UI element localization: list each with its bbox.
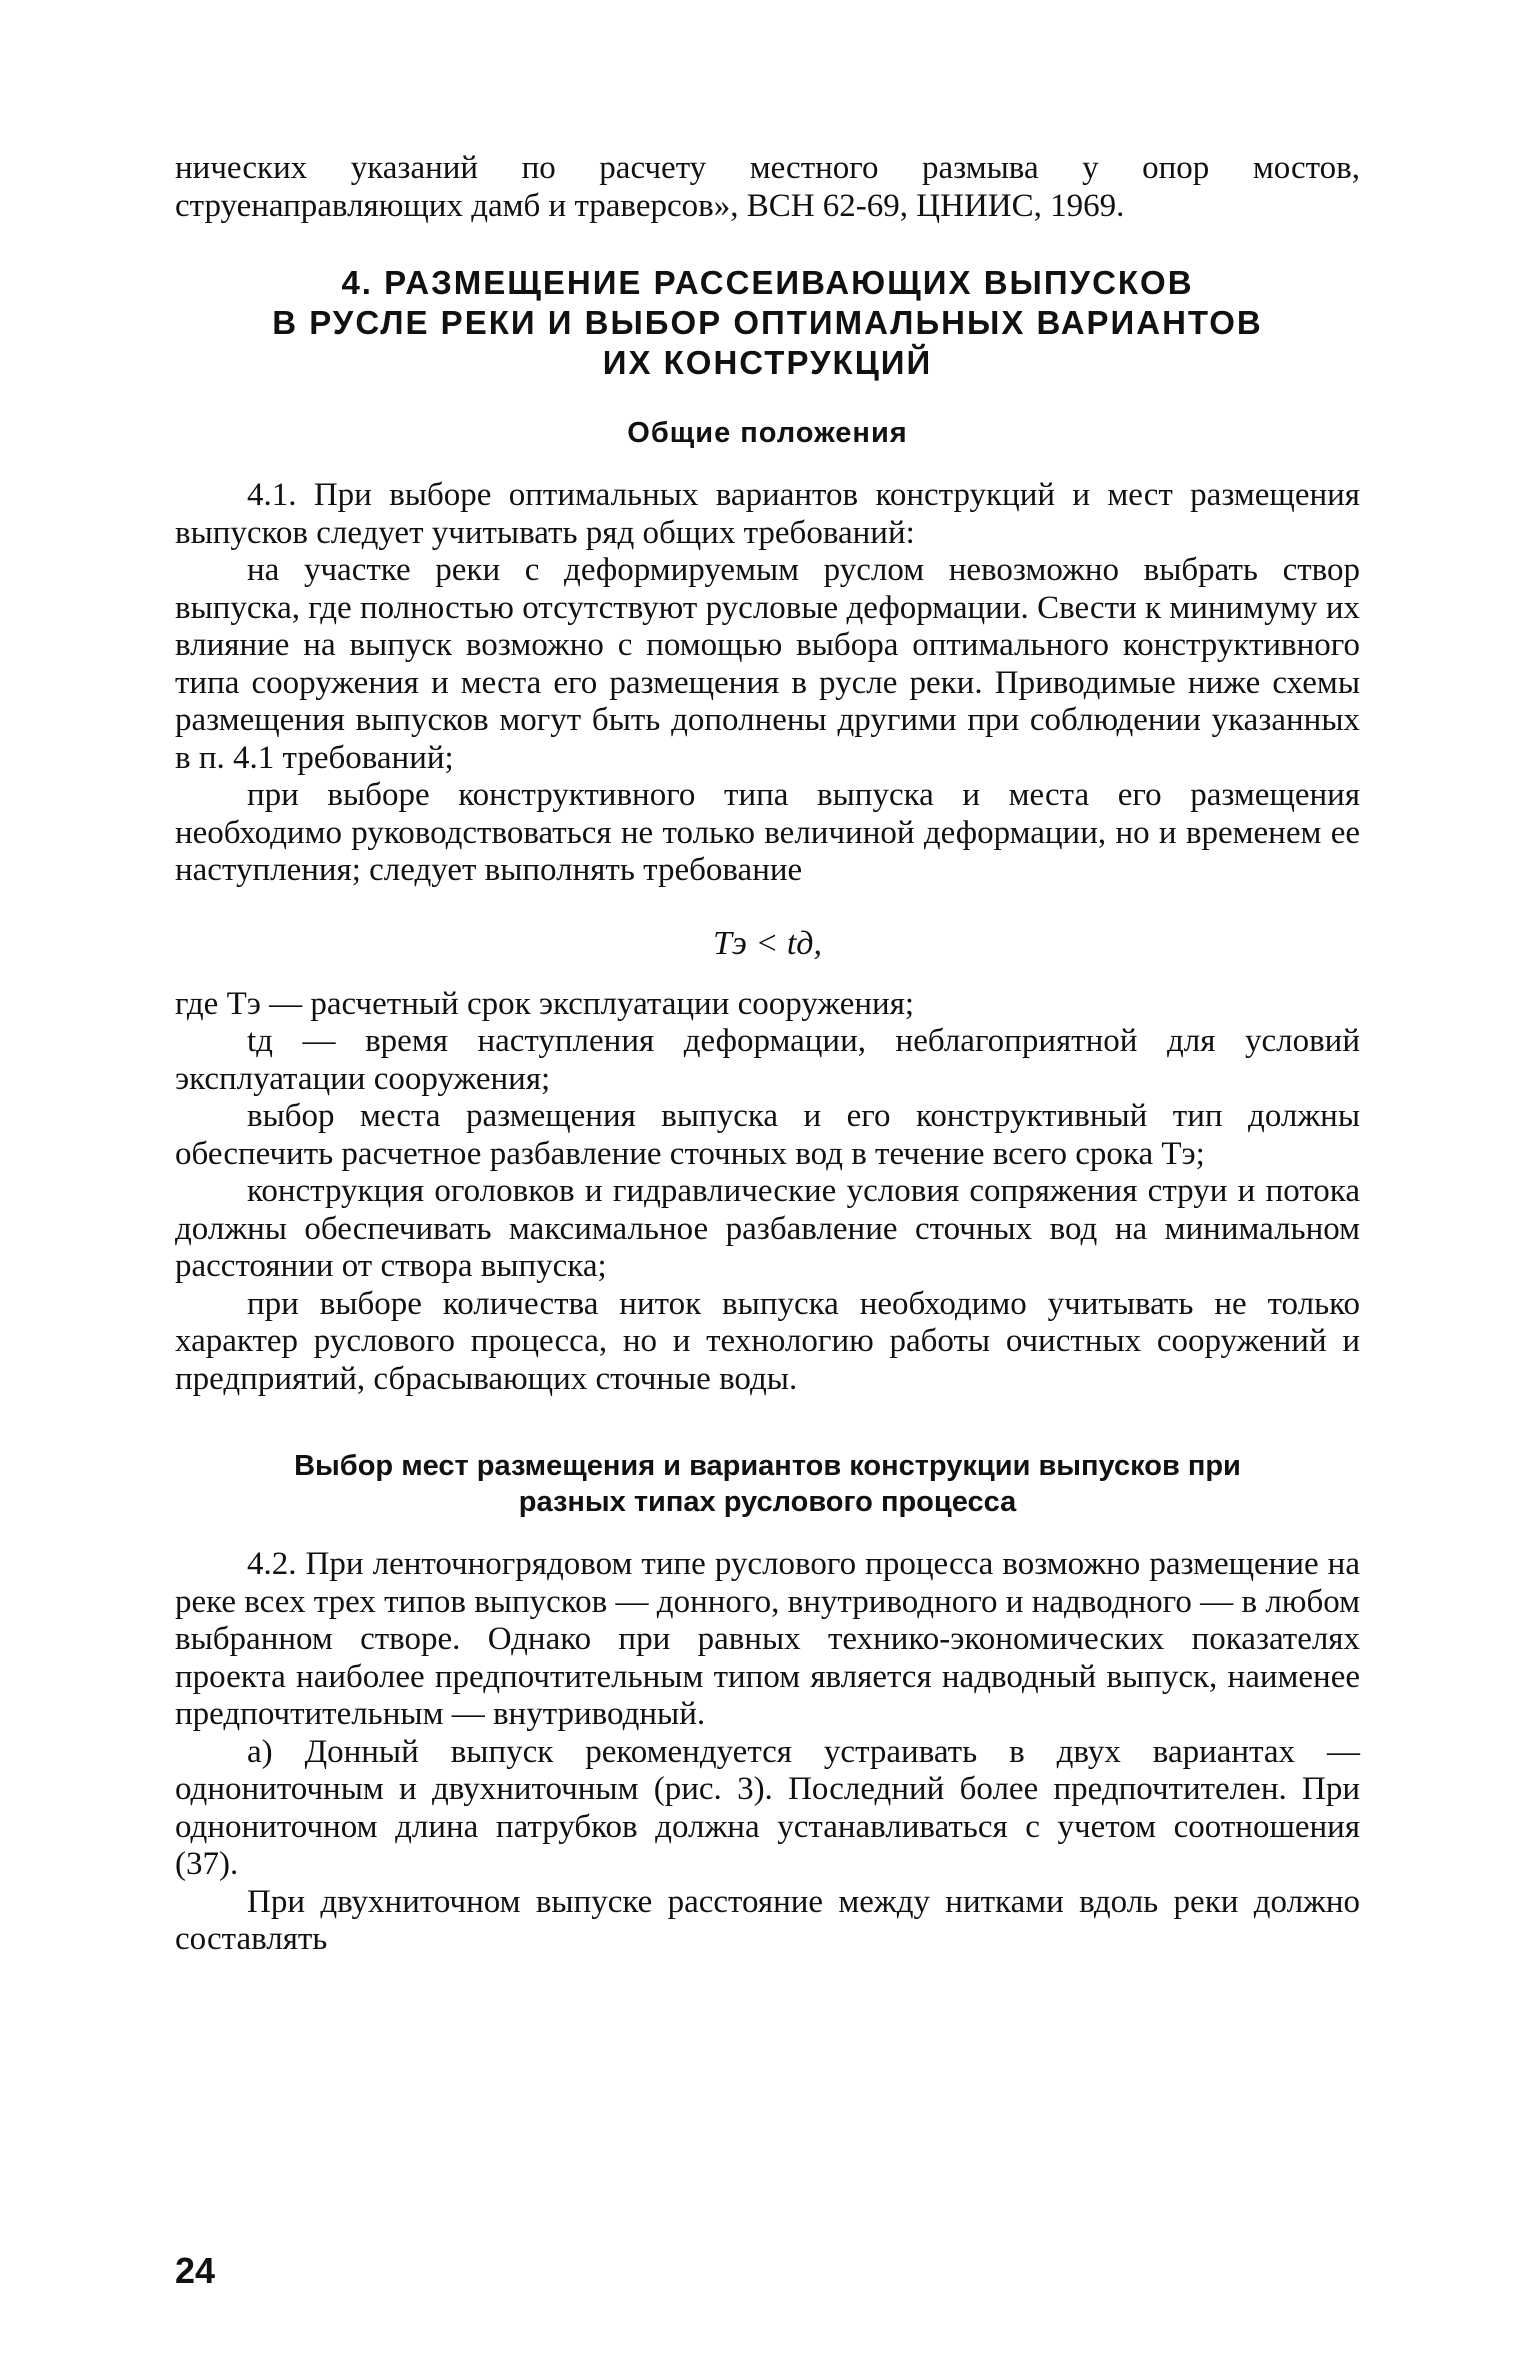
paragraph-4-1: 4.1. При выборе оптимальных вариантов конструкций и мест размещения выпусков следует учитывать ряд общих требований: [175, 477, 1360, 551]
formula: Tэ < tд, [713, 924, 822, 962]
definition-te: где Tэ — расчетный срок эксплуатации сооружения; [175, 985, 915, 1022]
section-title-line-2: В РУСЛЕ РЕКИ И ВЫБОР ОПТИМАЛЬНЫХ ВАРИАНТОВ [272, 304, 1263, 341]
paragraph-requirement-3: выбор места размещения выпуска и его конструктивный тип должны обеспечить расчетное разбавление сточных вод в течение всего срока Tэ; [175, 1098, 1360, 1172]
subheading-choice-line-2: разных типах руслового процесса [518, 1486, 1017, 1518]
paragraph-requirement-4: конструкция оголовков и гидравлические условия сопряжения струи и потока должны обеспечивать максимальное разбавление сточных вод на минимальном расстоянии от створа выпуска; [175, 1173, 1360, 1284]
paragraph-a: а) Донный выпуск рекомендуется устраивать в двух вариантах — однониточным и двухниточным (рис. 3). Последний более предпочтителен. При однониточном длина патрубков должна устанавливаться с учетом соотношения (37). [175, 1733, 1360, 1882]
paragraph-requirement-1: на участке реки с деформируемым руслом невозможно выбрать створ выпуска, где полностью отсутствуют русловые деформации. Свести к минимуму их влияние на выпуск возможно с помощью выбора оптимального конструктивного типа сооружения и места его размещения в русле реки. Приводимые ниже схемы размещения выпусков могут быть дополнены другими при соблюдении указанных в п. 4.1 требований; [175, 552, 1360, 776]
paragraph-4-2: 4.2. При ленточногрядовом типе руслового процесса возможно размещение на реке всех трех типов выпусков — донного, внутриводного и надводного — в любом выбранном створе. Однако при равных технико-экономических показателях проекта наиболее предпочтительным типом является надводный выпуск, наименее предпочтительным — внутриводный. [175, 1546, 1360, 1732]
subheading-general: Общие положения [627, 417, 908, 449]
subheading-choice [175, 1448, 1360, 1520]
paragraph-last: При двухниточном выпуске расстояние между нитками вдоль реки должно составлять [175, 1883, 1360, 1957]
definition-td: tд — время наступления деформации, неблагоприятной для условий эксплуатации сооружения; [175, 1023, 1360, 1097]
continuation-paragraph: нических указаний по расчету местного размыва у опор мостов, струенаправляющих дамб и траверсов», ВСН 62-69, ЦНИИС, 1969. [175, 150, 1360, 224]
document-page [175, 150, 1360, 1959]
paragraph-requirement-5: при выборе количества ниток выпуска необходимо учитывать не только характер руслового процесса, но и технологию работы очистных сооружений и предприятий, сбрасывающих сточные воды. [175, 1285, 1360, 1397]
subheading-choice-line-1: Выбор мест размещения и вариантов конструкции выпусков при [294, 1450, 1241, 1482]
paragraph-requirement-2: при выборе конструктивного типа выпуска и места его размещения необходимо руководствоваться не только величиной деформации, но и временем ее наступления; следует выполнять требование [175, 777, 1360, 888]
page-number: 24 [175, 2250, 216, 2291]
section-title-line-3: ИХ КОНСТРУКЦИЙ [602, 344, 933, 381]
definitions [175, 986, 1360, 1099]
section-title-line-1: 4. РАЗМЕЩЕНИЕ РАССЕИВАЮЩИХ ВЫПУСКОВ [341, 264, 1194, 301]
section-title [175, 263, 1360, 383]
